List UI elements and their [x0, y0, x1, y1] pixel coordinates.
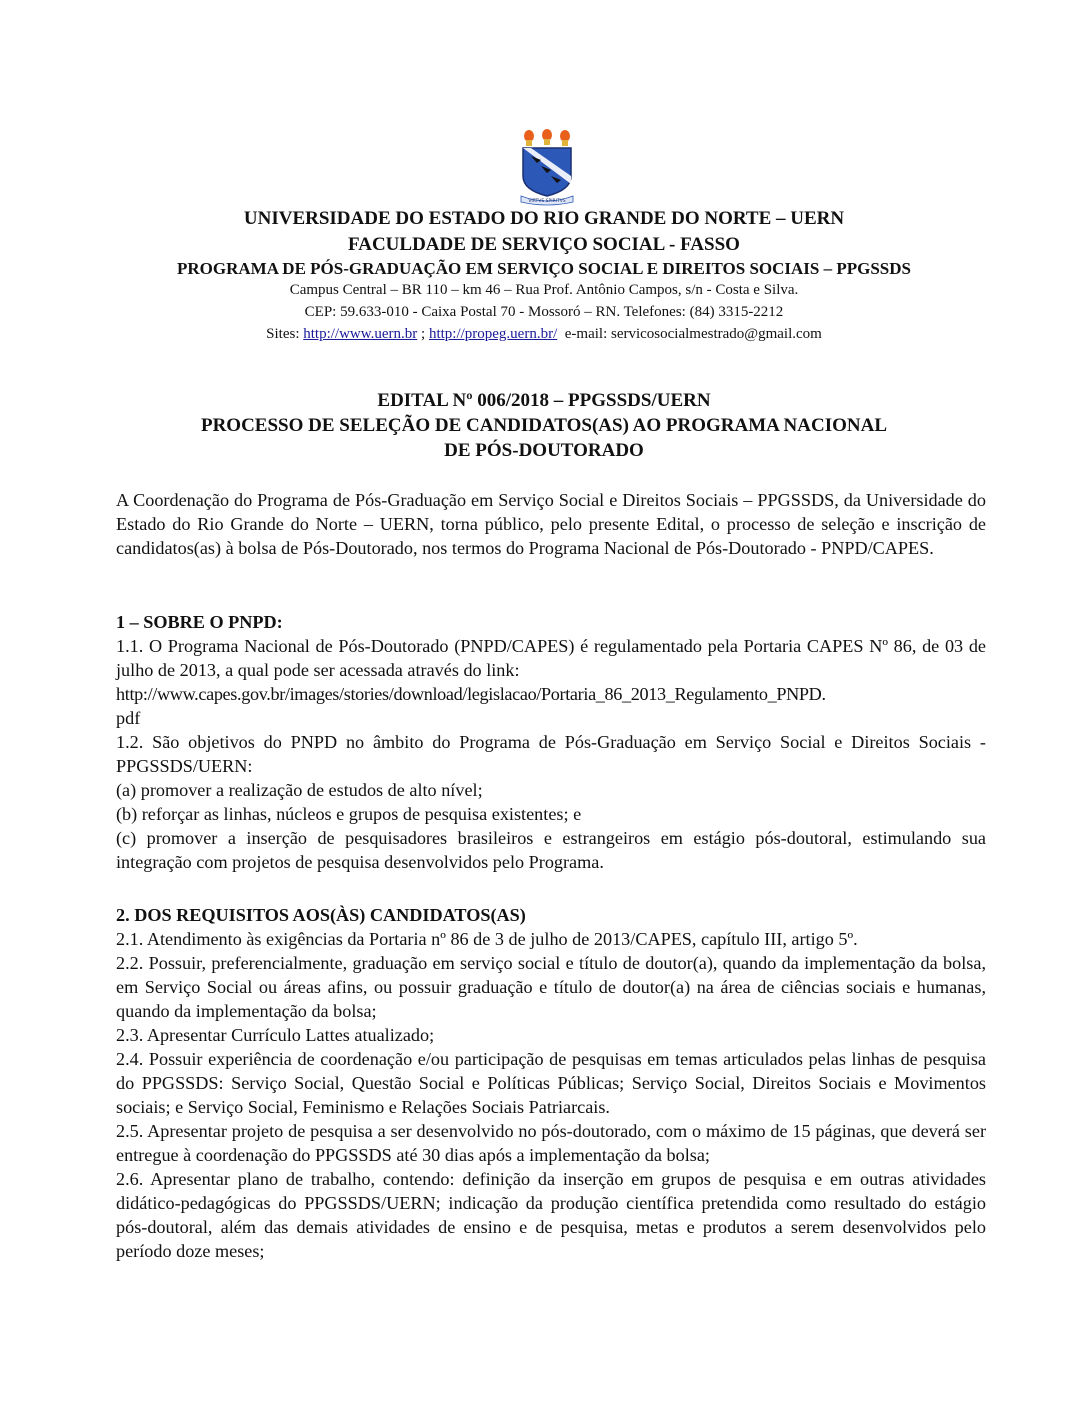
sites-line [0, 326, 1088, 343]
item-2-2: 2.2. Possuir, preferencialmente, graduação em serviço social e título de doutor(a), quando da implementação da bolsa, em Serviço Social ou áreas afins, ou possuir graduação e título de doutor(a) na área de ciências sociais e humanas, quando da implementação da bolsa; [116, 953, 986, 1021]
item-2-1: 2.1. Atendimento às exigências da Portaria nº 86 de 3 de julho de 2013/CAPES, capítulo III, artigo 5º. [116, 929, 858, 949]
edital-number: EDITAL Nº 006/2018 – PPGSSDS/UERN [377, 390, 711, 411]
uern-site-link[interactable]: http://www.uern.br [303, 326, 418, 342]
item-2-4: 2.4. Possuir experiência de coordenação e/ou participação de pesquisas em temas articulados pelas linhas de pesquisa do PPGSSDS: Serviço Social, Questão Social e Políticas Públicas; Serviço Social, Direitos Sociais e Movimentos sociais; e Serviço Social, Feminismo e Relações Sociais Patriarcais. [116, 1049, 986, 1117]
torch-icon [524, 129, 570, 146]
document-title-line1: PROCESSO DE SELEÇÃO DE CANDIDATOS(AS) AO PROGRAMA NACIONAL [200, 415, 888, 436]
regulation-link-line1[interactable]: http://www.capes.gov.br/images/stories/download/legislacao/Portaria_86_2013_Regulamento_PNPD. [116, 684, 826, 704]
item-a: (a) promover a realização de estudos de alto nível; [116, 780, 483, 800]
item-2-5: 2.5. Apresentar projeto de pesquisa a ser desenvolvido no pós-doutorado, com o máximo de 15 páginas, que deverá ser entregue à coordenação do PPGSSDS até 30 dias após a implementação da bolsa; [116, 1121, 986, 1165]
document-title-line2: DE PÓS-DOUTORADO [444, 440, 644, 461]
item-b: (b) reforçar as linhas, núcleos e grupos de pesquisa existentes; e [116, 804, 582, 824]
item-2-3: 2.3. Apresentar Currículo Lattes atualizado; [116, 1025, 435, 1045]
item-1-1: 1.1. O Programa Nacional de Pós-Doutorado (PNPD/CAPES) é regulamentado pela Portaria CAPES Nº 86, de 03 de julho de 2013, a qual pode ser acessada através do link: [116, 636, 986, 680]
item-c: (c) promover a inserção de pesquisadores brasileiros e estrangeiros em estágio pós-doutoral, estimulando sua integração com projetos de pesquisa desenvolvidos pelo Programa. [116, 828, 986, 872]
sites-label: Sites: [266, 326, 300, 342]
section-2-heading: 2. DOS REQUISITOS AOS(ÀS) CANDIDATOS(AS) [116, 905, 526, 925]
contact-line: CEP: 59.633-010 - Caixa Postal 70 - Mossoró – RN. Telefones: (84) 3315-2212 [304, 304, 784, 320]
section-1 [116, 610, 986, 874]
email-text: e-mail: servicosocialmestrado@gmail.com [564, 326, 822, 342]
faculty-name: FACULDADE DE SERVIÇO SOCIAL - FASSO [348, 234, 740, 255]
item-1-2: 1.2. São objetivos do PNPD no âmbito do Programa de Pós-Graduação em Serviço Social e Direitos Sociais - PPGSSDS/UERN: [116, 732, 986, 776]
address-line: Campus Central – BR 110 – km 46 – Rua Prof. Antônio Campos, s/n - Costa e Silva. [289, 282, 799, 298]
university-name: UNIVERSIDADE DO ESTADO DO RIO GRANDE DO NORTE – UERN [243, 208, 845, 229]
section-1-heading: 1 – SOBRE O PNPD: [116, 612, 283, 632]
university-coat-of-arms-icon [517, 128, 577, 206]
item-2-6: 2.6. Apresentar plano de trabalho, contendo: definição da inserção em grupos de pesquisa e em outras atividades didático-pedagógicas do PPGSSDS/UERN; indicação da produção científica pretendida como resultado do estágio pós-doutoral, além das demais atividades de ensino e de pesquisa, metas e produtos a serem desenvolvidos pelo período doze meses; [116, 1169, 986, 1261]
section-2 [116, 903, 986, 1263]
sites-separator: ; [421, 326, 426, 342]
propeg-site-link[interactable]: http://propeg.uern.br/ [428, 326, 558, 342]
regulation-link-line2[interactable]: pdf [116, 708, 141, 728]
program-name: PROGRAMA DE PÓS-GRADUAÇÃO EM SERVIÇO SOCIAL E DIREITOS SOCIAIS – PPGSSDS [177, 259, 911, 278]
svg-text:VIRTVS SPIRITVS: VIRTVS SPIRITVS [528, 199, 566, 204]
intro-paragraph: A Coordenação do Programa de Pós-Graduação em Serviço Social e Direitos Sociais – PPGSSDS, da Universidade do Estado do Rio Grande do Norte – UERN, torna público, pelo presente Edital, o processo de seleção e inscrição de candidatos(as) à bolsa de Pós-Doutorado, nos termos do Programa Nacional de Pós-Doutorado - PNPD/CAPES. [116, 490, 986, 558]
